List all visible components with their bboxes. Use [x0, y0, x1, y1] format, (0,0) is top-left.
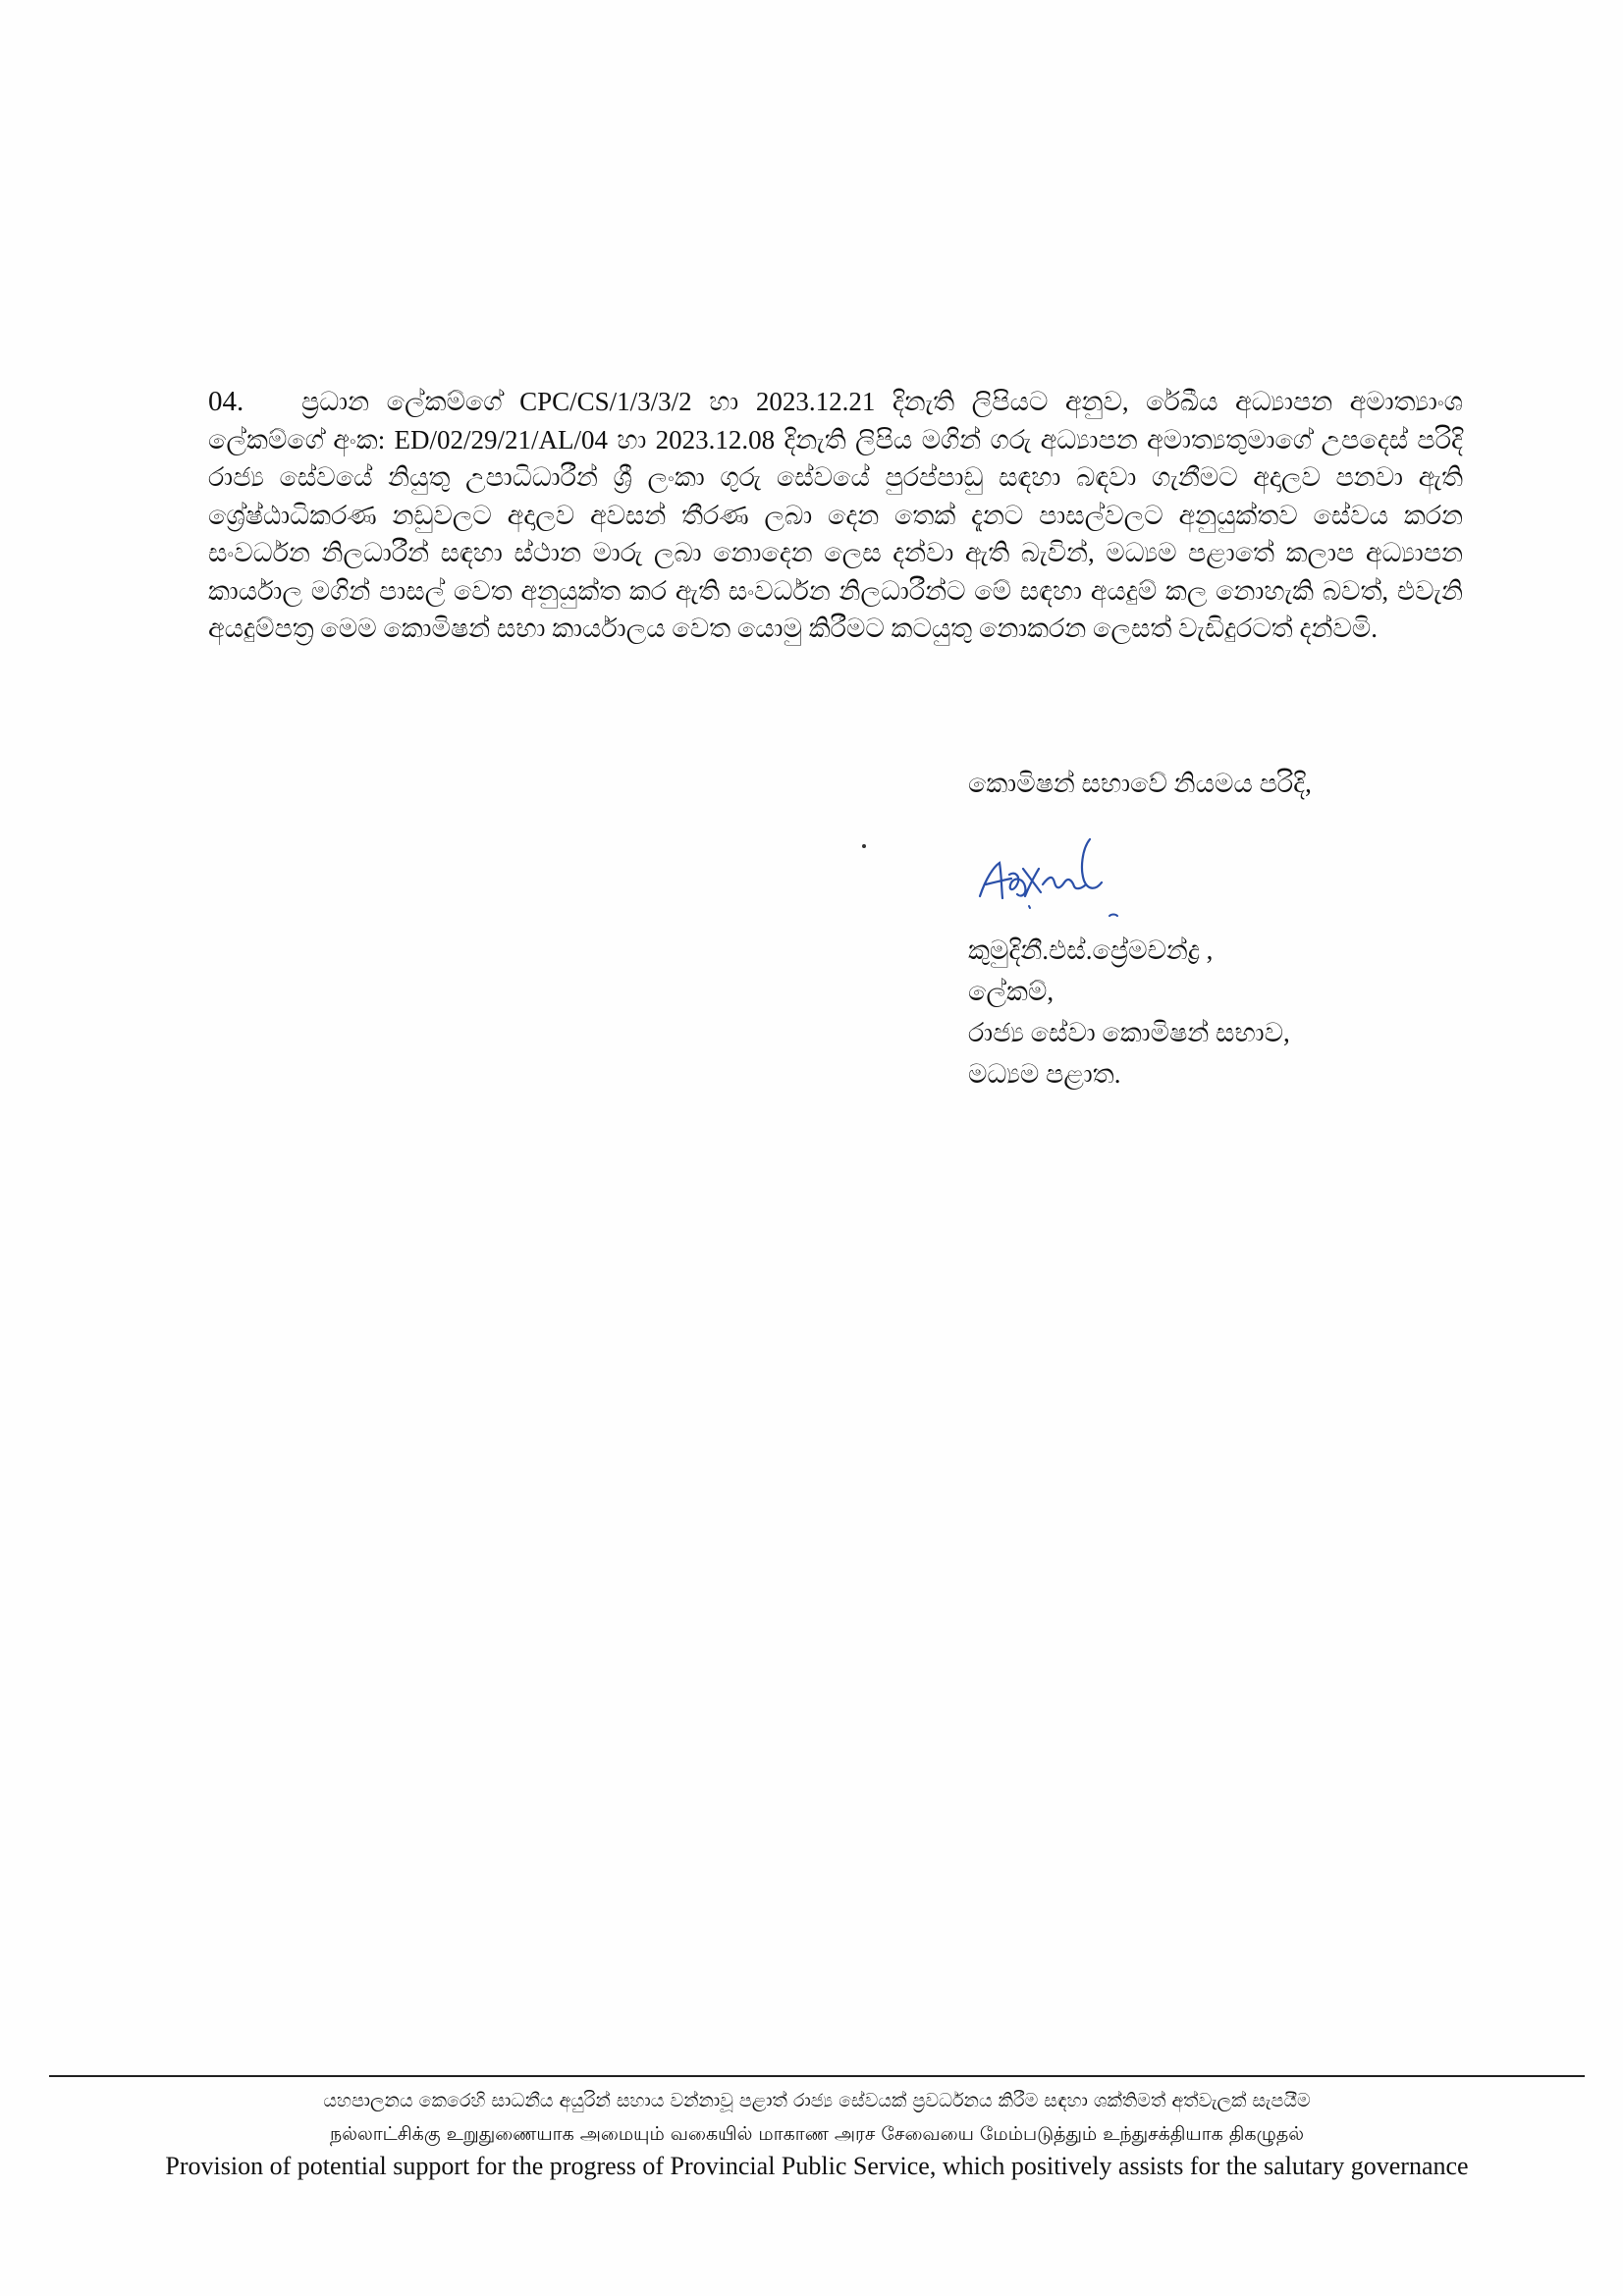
footer-english: Provision of potential support for the progress of Provincial Public Service, which positively assists for the salutary governance — [165, 2152, 1469, 2180]
signatory-title: ලේකම්, — [968, 977, 1055, 1006]
signatory-name: කුමුදිනී.එස්.ප්‍රේමචන්ද්‍ර , — [968, 935, 1214, 965]
footer-motto — [49, 2084, 1585, 2182]
signatory-block — [968, 930, 1290, 1095]
handwritten-signature — [972, 820, 1119, 928]
closing-line: කොමිෂන් සභාවේ නියමය පරිදි, — [968, 769, 1312, 798]
footer-sinhala: යහපාලනය කෙරෙහි සාධනීය අයුරින් සහාය වන්නාවූ පළාත් රාජ්‍ය සේවයක් ප්‍රවර්ධනය කිරීම සඳහා ශක්තිමත් අත්වැලක් සැපයීම — [323, 2090, 1311, 2111]
paragraph-number: 04. — [208, 386, 244, 417]
paragraph-text: ප්‍රධාන ලේකම්ගේ CPC/CS/1/3/3/2 හා 2023.12.21 දිනැති ලිපියට අනුව, රේඛීය අධ්‍යාපන අමාත්‍යාංශ ලේකම්ගේ අංක: ED/02/29/21/AL/04 හා 2023.12.08 දිනැති ලිපිය මගින් ගරු අධ්‍යාපන අමාත්‍යතුමාගේ උපදෙස් පරිදි රාජ්‍ය සේවයේ නියුතු උපාධිධාරීන් ශ්‍රී ලංකා ගුරු සේවයේ පුරප්පාඩු සඳහා බඳවා ගැනීමට අදාලව පනවා ඇති ශ්‍රේෂ්ඨාධිකරණ නඩුවලට අදාලව අවසන් තීරණ ලබා දෙන තෙක් දැනට පාසල්වලට අනුයුක්තව සේවය කරන සංවර්ධන නිලධාරීන් සඳහා ස්ථාන මාරු ලබා නොදෙන ලෙස දන්වා ඇති බැවින්, මධ්‍යම පළාතේ කලාප අධ්‍යාපන කාර්යාල මගින් පාසල් වෙත අනුයුක්ත කර ඇති සංවර්ධන නිලධාරීන්ට මේ සඳහා අයදුම් කල නොහැකි බවත්, එවැනි අයදුම්පත්‍ර මෙම කොමිෂන් සභා කාර්යාලය වෙත යොමු කිරීමට කටයුතු නොකරන ලෙසත් වැඩිදුරටත් දන්වමි. — [208, 387, 1463, 643]
signatory-organization: රාජ්‍ය සේවා කොමිෂන් සභාව, — [968, 1018, 1290, 1047]
signatory-province: මධ්‍යම පළාත. — [968, 1059, 1121, 1089]
footer-tamil: நல்லாட்சிக்கு உறுதுணையாக அமையும் வகையில் மாகாண அரச சேவையை மேம்படுத்தும் உந்துசக்தியாக திகழுதல் — [330, 2123, 1304, 2145]
footer-divider — [49, 2075, 1585, 2077]
stray-dot — [862, 844, 866, 848]
paragraph-04 — [208, 383, 1463, 648]
